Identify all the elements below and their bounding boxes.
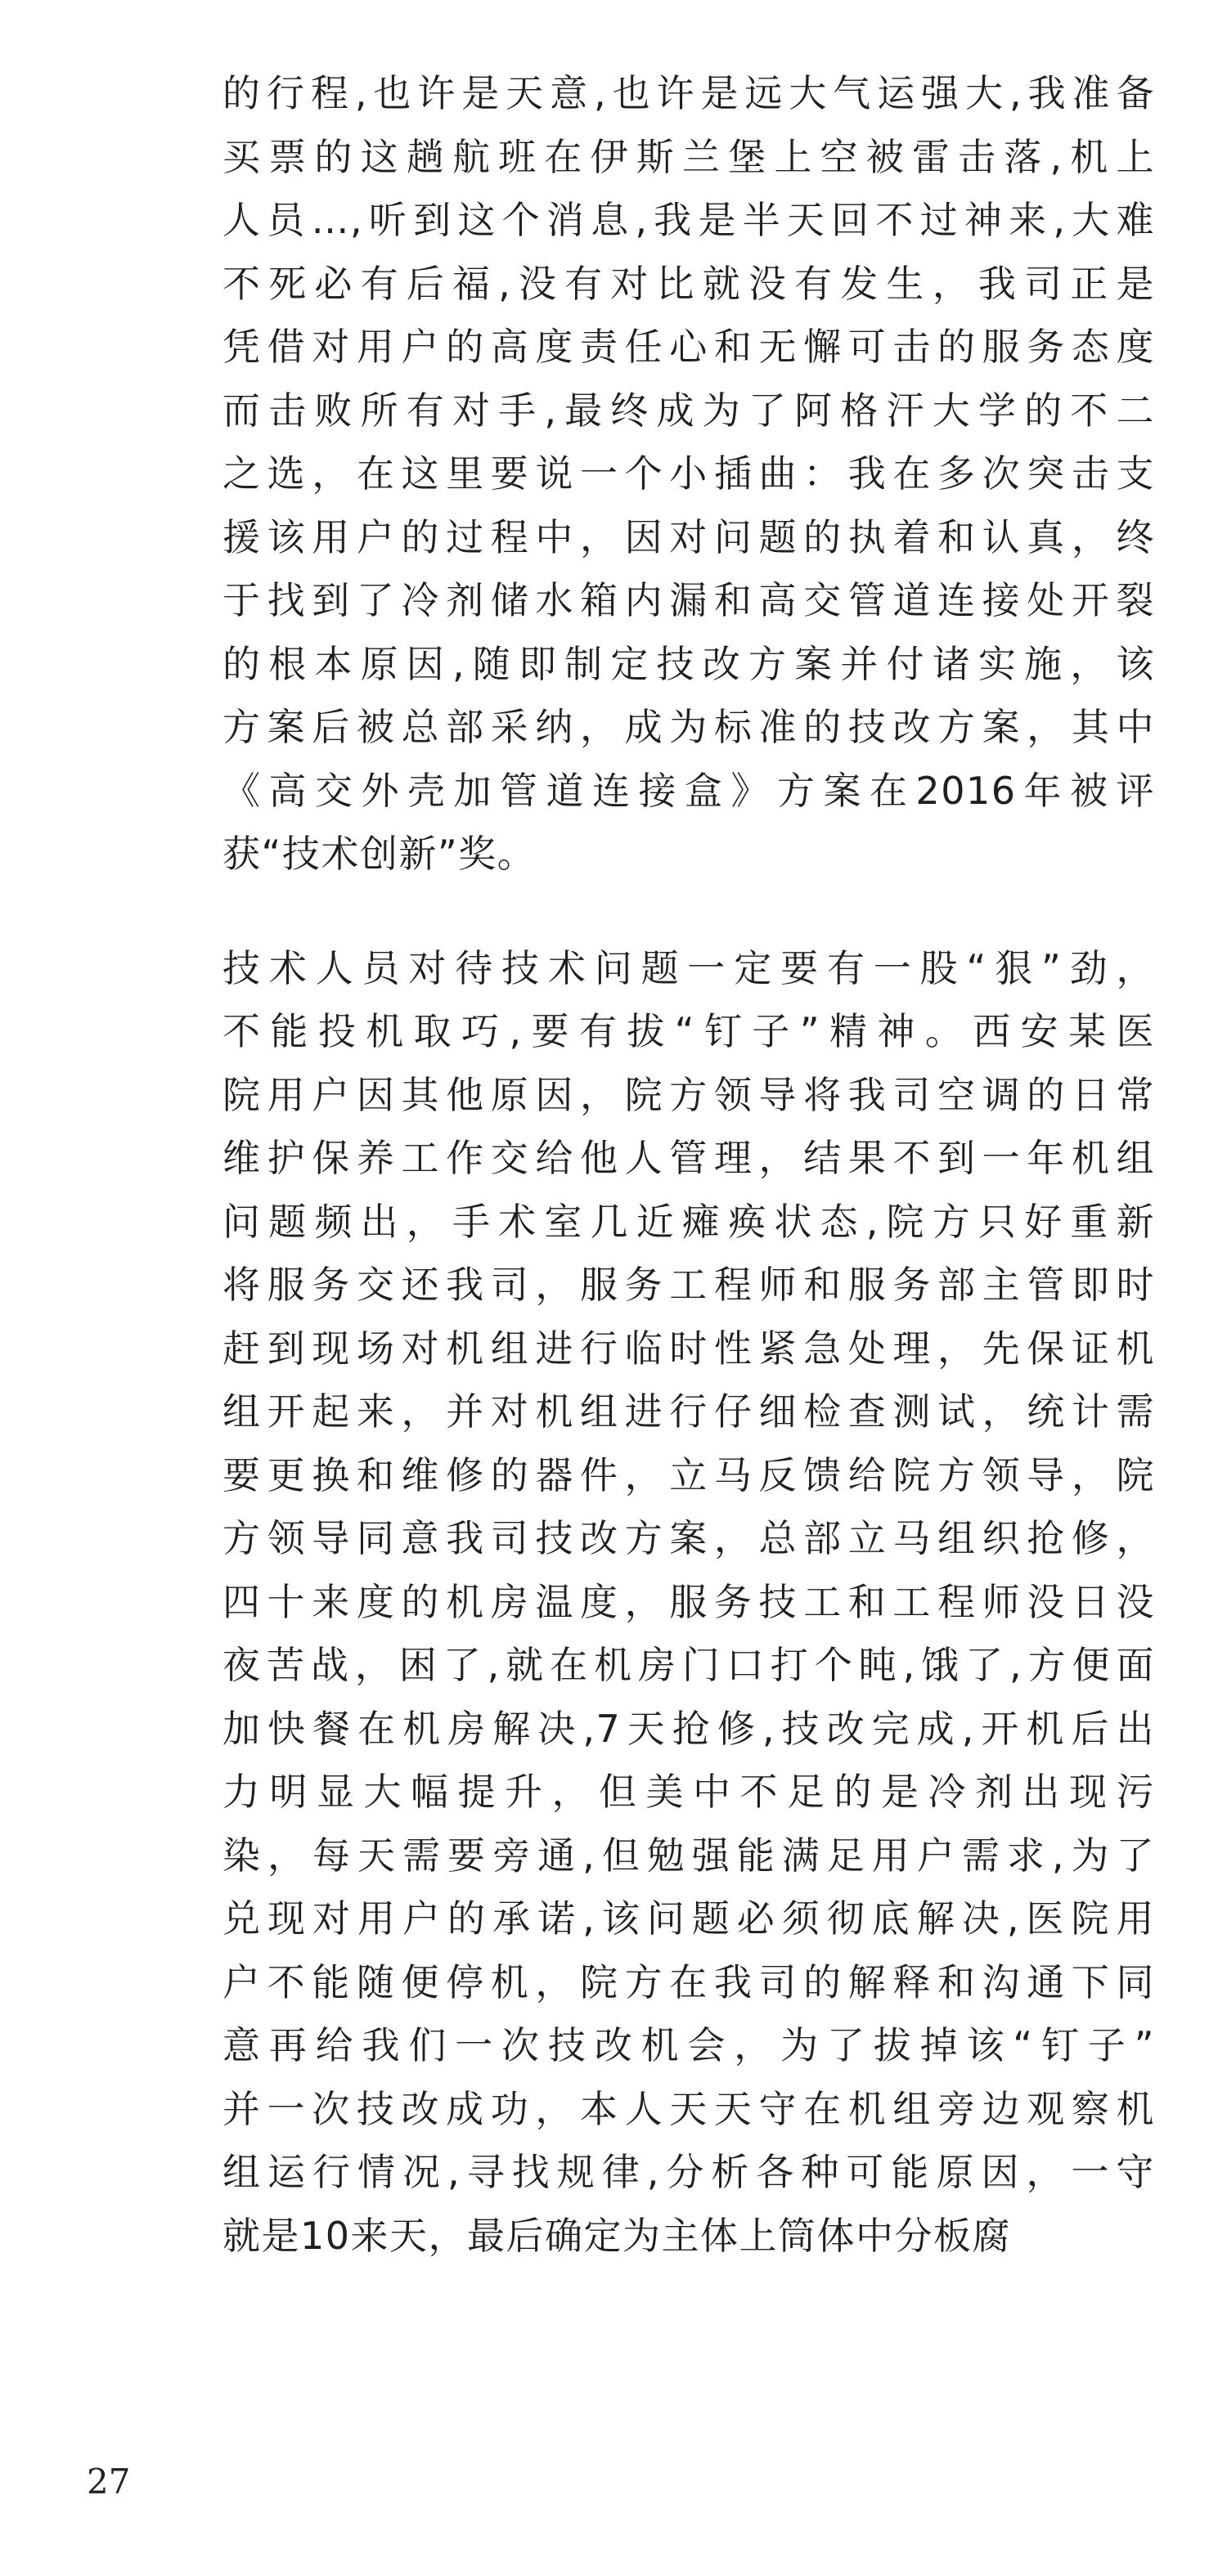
text-line: 染，每天需要旁通,但勉强能满足用户需求,为了 — [222, 1833, 1155, 1878]
text-line: 不能投机取巧,要有拔“钉子”精神。西安某医 — [222, 1009, 1155, 1053]
text-line: 组运行情况,寻找规律,分析各种可能原因，一守 — [222, 2150, 1155, 2194]
text-line: 的行程,也许是天意,也许是远大气运强大,我准备 — [222, 71, 1155, 115]
text-line: 意再给我们一次技改机会，为了拔掉该“钉子” — [222, 2023, 1155, 2067]
text-line: 夜苦战，困了,就在机房门口打个盹,饿了,方便面 — [222, 1643, 1155, 1687]
text-line: 问题频出，手术室几近瘫痪状态,院方只好重新 — [222, 1199, 1155, 1244]
paragraph-gap — [222, 886, 1155, 937]
text-line: 人员…,听到这个消息,我是半天回不过神来,大难 — [222, 198, 1155, 242]
text-line: 凭借对用户的高度责任心和无懈可击的服务态度 — [222, 325, 1155, 369]
text-line: 并一次技改成功，本人天天守在机组旁边观察机 — [222, 2086, 1155, 2131]
text-line: 院用户因其他原因，院方领导将我司空调的日常 — [222, 1072, 1155, 1117]
text-line: 户不能随便停机，院方在我司的解释和沟通下同 — [222, 1959, 1155, 2004]
text-line: 之选，在这里要说一个小插曲：我在多次突击支 — [222, 451, 1155, 496]
text-line: 四十来度的机房温度，服务技工和工程师没日没 — [222, 1579, 1155, 1624]
paragraph-1 — [222, 62, 1155, 886]
text-line: 方领导同意我司技改方案，总部立马组织抢修， — [222, 1516, 1155, 1560]
text-line: 维护保养工作交给他人管理，结果不到一年机组 — [222, 1136, 1155, 1180]
text-line: 加快餐在机房解决,7天抢修,技改完成,开机后出 — [222, 1706, 1155, 1751]
text-line: 《高交外壳加管道连接盒》方案在2016年被评 — [222, 768, 1155, 813]
text-line: 就是10来天，最后确定为主体上筒体中分板腐 — [222, 2213, 1012, 2258]
text-line: 不死必有后福,没有对比就没有发生，我司正是 — [222, 261, 1155, 306]
paragraph-2 — [222, 937, 1155, 2269]
text-line: 而击败所有对手,最终成为了阿格汗大学的不二 — [222, 388, 1155, 433]
text-line: 兑现对用户的承诺,该问题必须彻底解决,医院用 — [222, 1896, 1155, 1941]
text-line: 于找到了冷剂储水箱内漏和高交管道连接处开裂 — [222, 578, 1155, 622]
text-line: 组开起来，并对机组进行仔细检查测试，统计需 — [222, 1389, 1155, 1434]
text-line: 买票的这趟航班在伊斯兰堡上空被雷击落,机上 — [222, 134, 1155, 179]
text-line: 援该用户的过程中，因对问题的执着和认真，终 — [222, 514, 1155, 559]
text-line: 赶到现场对机组进行临时性紧急处理，先保证机 — [222, 1326, 1155, 1371]
text-line: 将服务交还我司，服务工程师和服务部主管即时 — [222, 1263, 1155, 1307]
text-line: 技术人员对待技术问题一定要有一股“狠”劲， — [222, 945, 1155, 990]
text-line: 力明显大幅提升，但美中不足的是冷剂出现污 — [222, 1770, 1155, 1814]
text-line: 获“技术创新”奖。 — [222, 832, 537, 876]
text-line: 要更换和维修的器件，立马反馈给院方领导，院 — [222, 1452, 1155, 1497]
text-line: 的根本原因,随即制定技改方案并付诸实施，该 — [222, 641, 1155, 686]
page-number: 27 — [87, 2462, 131, 2502]
body-text — [222, 62, 1155, 2268]
text-line: 方案后被总部采纳，成为标准的技改方案，其中 — [222, 705, 1155, 749]
